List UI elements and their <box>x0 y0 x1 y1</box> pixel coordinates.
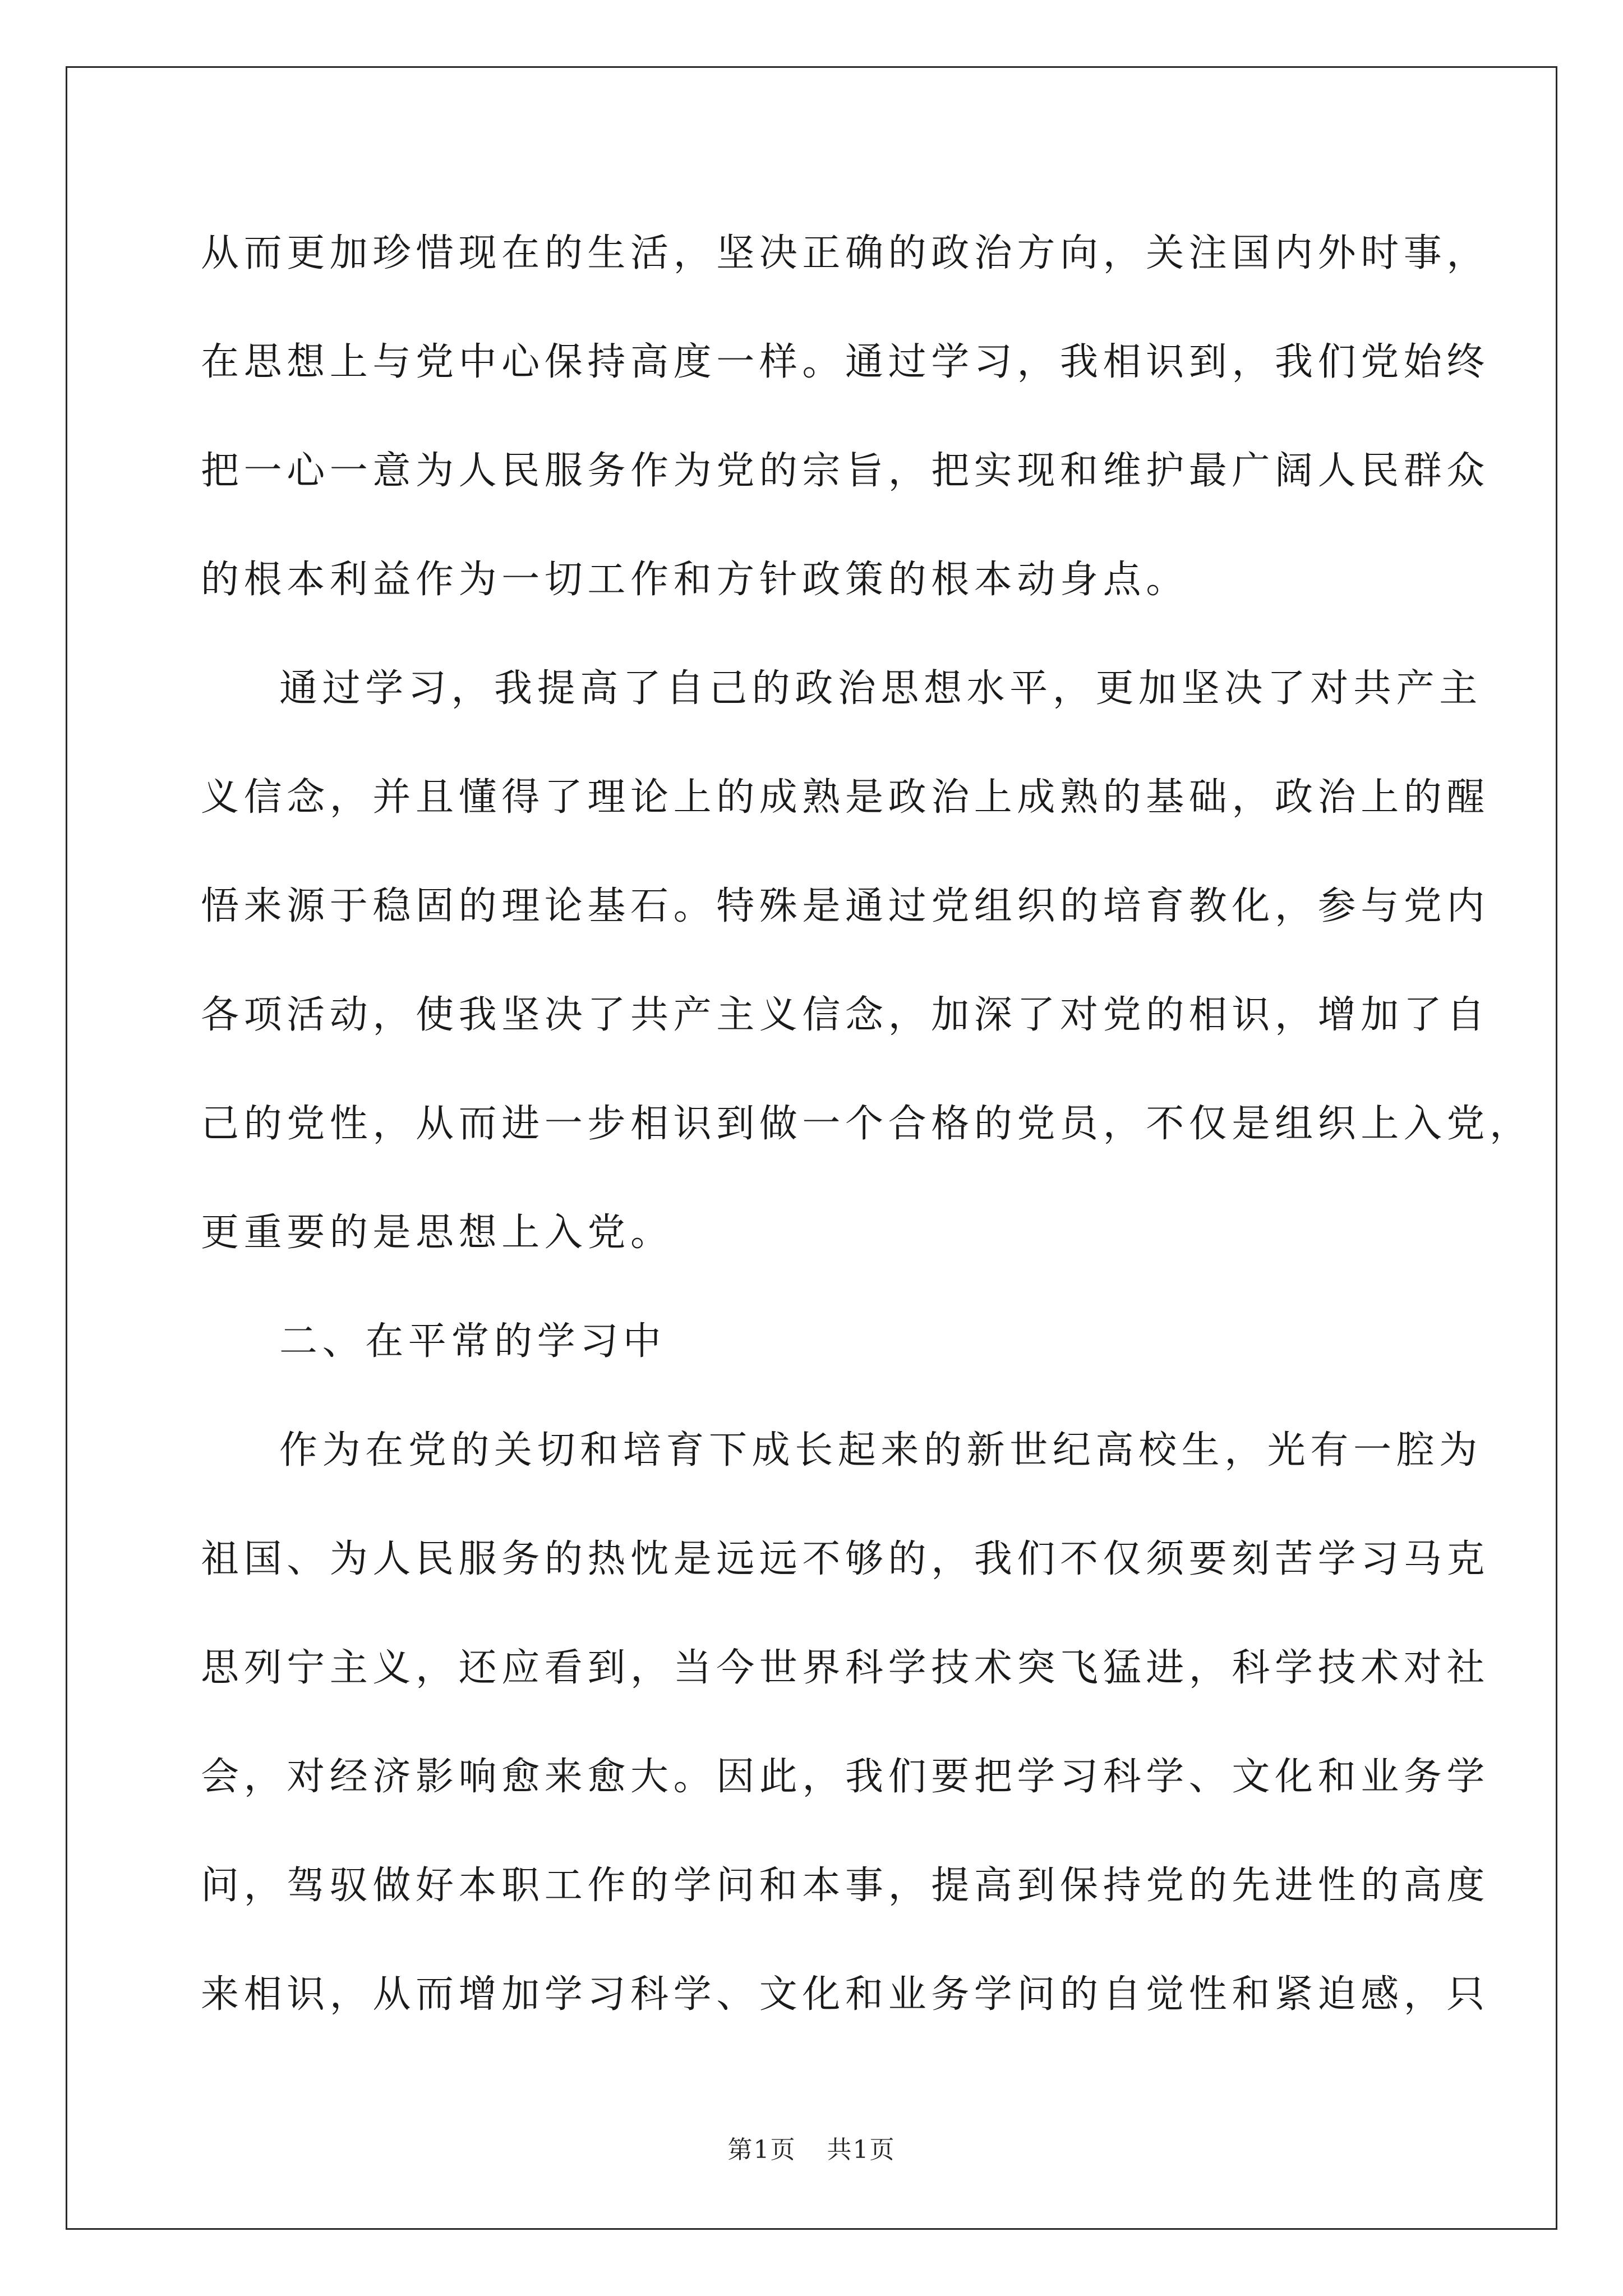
text-line: 更重要的是思想上入党。 <box>201 1211 674 1255</box>
page-number: 第1页 <box>727 2136 796 2164</box>
text-line: 各项活动，使我坚决了共产主义信念，加深了对党的相识，增加了自 <box>201 993 1490 1037</box>
text-line: 来相识，从而增加学习科学、文化和业务学问的自觉性和紧迫感，只 <box>201 1972 1490 2017</box>
section-heading: 二、在平常的学习中 <box>279 1319 666 1364</box>
page-count: 共1页 <box>827 2136 896 2164</box>
text-line: 思列宁主义，还应看到，当今世界科学技术突飞猛进，科学技术对社 <box>201 1646 1490 1690</box>
text-line: 义信念，并且懂得了理论上的成熟是政治上成熟的基础，政治上的醒 <box>201 775 1490 820</box>
text-line: 问，驾驭做好本职工作的学问和本事，提高到保持党的先进性的高度 <box>201 1864 1490 1908</box>
page-footer <box>0 2129 1623 2165</box>
document-body <box>201 199 1533 2049</box>
text-line: 悟来源于稳固的理论基石。特殊是通过党组织的培育教化，参与党内 <box>201 884 1490 928</box>
text-line: 从而更加珍惜现在的生活，坚决正确的政治方向，关注国内外时事， <box>201 231 1490 275</box>
text-line: 祖国、为人民服务的热忱是远远不够的，我们不仅须要刻苦学习马克 <box>201 1537 1490 1581</box>
text-line: 会，对经济影响愈来愈大。因此，我们要把学习科学、文化和业务学 <box>201 1755 1490 1799</box>
text-line: 的根本利益作为一切工作和方针政策的根本动身点。 <box>201 558 1189 602</box>
paragraph-start-line: 通过学习，我提高了自己的政治思想水平，更加坚决了对共产主 <box>279 666 1482 711</box>
paragraph-start-line: 作为在党的关切和培育下成长起来的新世纪高校生，光有一腔为 <box>279 1428 1482 1473</box>
text-line: 在思想上与党中心保持高度一样。通过学习，我相识到，我们党始终 <box>201 340 1490 384</box>
text-line: 己的党性，从而进一步相识到做一个合格的党员，不仅是组织上入党， <box>201 1102 1533 1146</box>
text-line: 把一心一意为人民服务作为党的宗旨，把实现和维护最广阔人民群众 <box>201 449 1490 493</box>
